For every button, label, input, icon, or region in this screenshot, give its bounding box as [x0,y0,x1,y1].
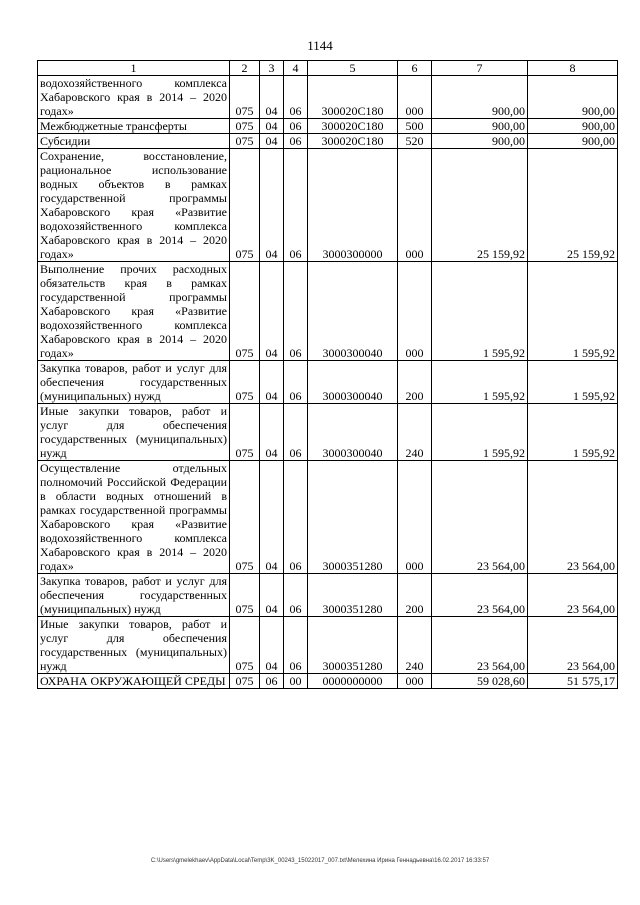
cell-amount-2: 1 595,92 [528,361,618,404]
cell-subsection: 06 [284,149,308,262]
cell-ministry-code: 075 [230,361,260,404]
cell-ministry-code: 075 [230,134,260,149]
cell-section: 04 [260,574,284,617]
row-name: ОХРАНА ОКРУЖАЮЩЕЙ СРЕДЫ [38,674,230,689]
cell-ministry-code: 075 [230,617,260,674]
row-name: Осуществление отдельных полномочий Российской Федерации в области водных отношений в рамках государственной программы Хабаровского края «Развитие водохозяйственного комплекса Хабаровского края в 2014 – 2020 годах» [38,461,230,574]
cell-expense-type: 000 [398,262,432,361]
cell-ministry-code: 075 [230,674,260,689]
cell-section: 06 [260,674,284,689]
cell-expense-type: 500 [398,119,432,134]
column-header: 6 [398,61,432,76]
budget-table [37,60,618,689]
cell-target-article: 300020С180 [308,134,398,149]
cell-ministry-code: 075 [230,262,260,361]
cell-amount-1: 23 564,00 [432,617,528,674]
column-header: 1 [38,61,230,76]
cell-subsection: 06 [284,361,308,404]
table-row [38,262,618,361]
cell-section: 04 [260,119,284,134]
cell-section: 04 [260,134,284,149]
table-row [38,134,618,149]
cell-amount-2: 900,00 [528,134,618,149]
row-name: Межбюджетные трансферты [38,119,230,134]
cell-amount-2: 900,00 [528,76,618,119]
cell-amount-2: 900,00 [528,119,618,134]
row-name: Выполнение прочих расходных обязательств края в рамках государственной программы Хабаровского края «Развитие водохозяйственного комплекса Хабаровского края в 2014 – 2020 годах» [38,262,230,361]
cell-target-article: 3000300040 [308,404,398,461]
cell-amount-1: 900,00 [432,134,528,149]
cell-target-article: 3000351280 [308,617,398,674]
cell-target-article: 300020С180 [308,119,398,134]
cell-target-article: 3000351280 [308,461,398,574]
page-number: 1144 [307,38,333,53]
cell-expense-type: 240 [398,617,432,674]
cell-section: 04 [260,262,284,361]
column-header: 4 [284,61,308,76]
row-name: Субсидии [38,134,230,149]
cell-subsection: 00 [284,674,308,689]
table-row [38,404,618,461]
file-path-footer: C:\Users\gmelekhaev\AppData\Local\Temp\3K_00243_15022017_007.txt\Мелехина Ирина Геннадьевна\16.02.2017 16:33:57 [150,858,490,864]
cell-expense-type: 240 [398,404,432,461]
cell-amount-2: 1 595,92 [528,262,618,361]
column-header: 5 [308,61,398,76]
cell-ministry-code: 075 [230,574,260,617]
cell-amount-1: 1 595,92 [432,404,528,461]
cell-ministry-code: 075 [230,76,260,119]
cell-amount-2: 25 159,92 [528,149,618,262]
cell-subsection: 06 [284,404,308,461]
row-name: Закупка товаров, работ и услуг для обеспечения государственных (муниципальных) нужд [38,574,230,617]
cell-ministry-code: 075 [230,404,260,461]
cell-ministry-code: 075 [230,119,260,134]
table-row [38,574,618,617]
cell-target-article: 300020С180 [308,76,398,119]
cell-subsection: 06 [284,461,308,574]
cell-ministry-code: 075 [230,149,260,262]
cell-expense-type: 200 [398,574,432,617]
column-header: 8 [528,61,618,76]
table-row [38,617,618,674]
cell-section: 04 [260,404,284,461]
cell-amount-1: 23 564,00 [432,574,528,617]
cell-expense-type: 000 [398,461,432,574]
row-name: Иные закупки товаров, работ и услуг для обеспечения государственных (муниципальных) нужд [38,617,230,674]
row-name: Иные закупки товаров, работ и услуг для обеспечения государственных (муниципальных) нужд [38,404,230,461]
cell-target-article: 3000300040 [308,361,398,404]
cell-amount-2: 23 564,00 [528,574,618,617]
row-name: Сохранение, восстановление, рациональное использование водных объектов в рамках государственной программы Хабаровского края «Развитие водохозяйственного комплекса Хабаровского края в 2014 – 2020 годах» [38,149,230,262]
table-row [38,76,618,119]
column-header: 7 [432,61,528,76]
cell-subsection: 06 [284,119,308,134]
cell-amount-2: 23 564,00 [528,461,618,574]
cell-subsection: 06 [284,76,308,119]
cell-target-article: 3000300040 [308,262,398,361]
cell-amount-1: 900,00 [432,76,528,119]
cell-subsection: 06 [284,134,308,149]
cell-section: 04 [260,617,284,674]
column-header: 2 [230,61,260,76]
table-row [38,361,618,404]
cell-target-article: 3000351280 [308,574,398,617]
cell-subsection: 06 [284,617,308,674]
cell-section: 04 [260,461,284,574]
column-header: 3 [260,61,284,76]
cell-amount-2: 23 564,00 [528,617,618,674]
row-name: водохозяйственного комплекса Хабаровского края в 2014 – 2020 годах» [38,76,230,119]
cell-expense-type: 520 [398,134,432,149]
cell-amount-1: 1 595,92 [432,262,528,361]
table-row [38,674,618,689]
cell-expense-type: 000 [398,76,432,119]
cell-amount-1: 1 595,92 [432,361,528,404]
table-row [38,461,618,574]
cell-section: 04 [260,76,284,119]
cell-amount-1: 23 564,00 [432,461,528,574]
cell-subsection: 06 [284,262,308,361]
row-name: Закупка товаров, работ и услуг для обеспечения государственных (муниципальных) нужд [38,361,230,404]
cell-amount-1: 25 159,92 [432,149,528,262]
cell-amount-1: 900,00 [432,119,528,134]
cell-amount-1: 59 028,60 [432,674,528,689]
cell-section: 04 [260,361,284,404]
cell-target-article: 3000300000 [308,149,398,262]
cell-section: 04 [260,149,284,262]
header-row [38,61,618,76]
cell-subsection: 06 [284,574,308,617]
cell-expense-type: 000 [398,674,432,689]
table-row [38,149,618,262]
cell-expense-type: 000 [398,149,432,262]
cell-expense-type: 200 [398,361,432,404]
table-row [38,119,618,134]
cell-amount-2: 51 575,17 [528,674,618,689]
cell-target-article: 0000000000 [308,674,398,689]
cell-amount-2: 1 595,92 [528,404,618,461]
cell-ministry-code: 075 [230,461,260,574]
